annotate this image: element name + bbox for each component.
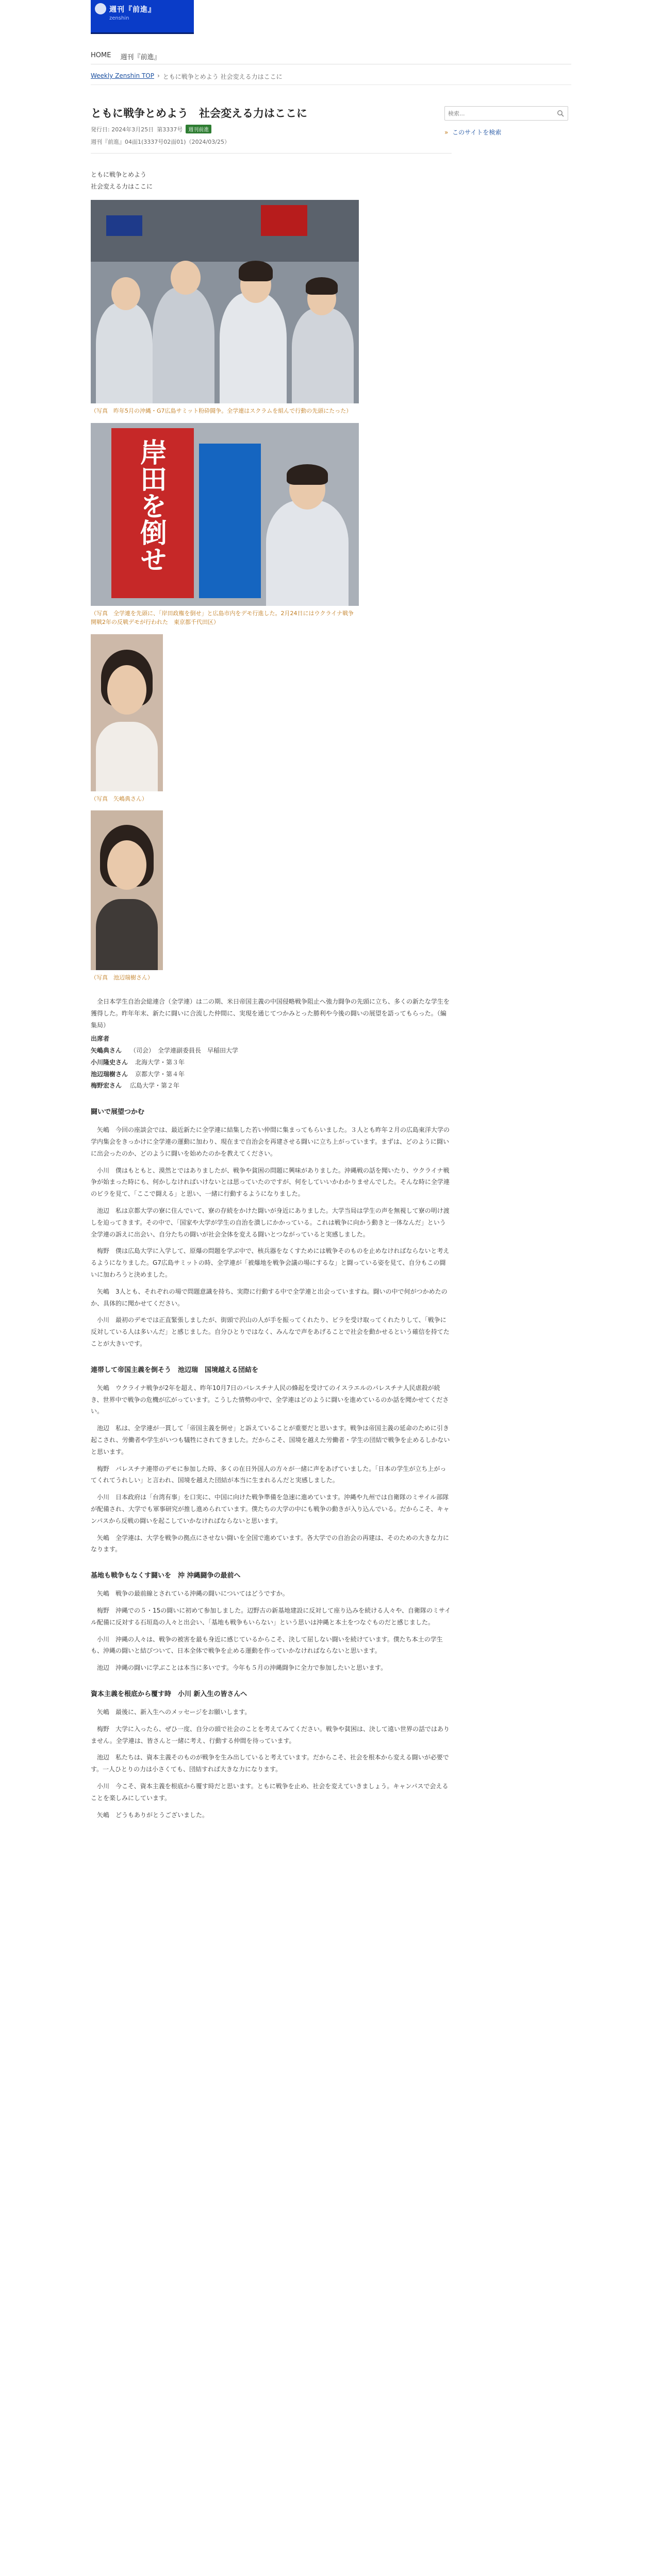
- search-input[interactable]: [448, 109, 551, 118]
- paragraph: 小川 沖縄の人々は、戦争の被害を最も身近に感じているからこそ、決して屈しない闘いを続けています。僕たち本土の学生も、沖縄の闘いと結びついて、日本全体で戦争を止める運動を作っていかなければならないと思います。: [91, 1635, 443, 1655]
- photo-portrait-yajima: [91, 634, 163, 791]
- paragraph: 小川 日本政府は「台湾有事」を口実に、中国に向けた戦争準備を急速に進めています。沖縄や九州では自衛隊のミサイル部隊が配備され、大学でも軍事研究が推し進められています。僕たちの大学の中にも戦争の動きが入り込んでいる。だからこそ、キャンパスから反戦の闘いを起こしていかなければならないと思います。: [91, 1494, 450, 1524]
- paragraph: 池辺 私たちは、資本主義そのものが戦争を生み出していると考えています。だからこそ、社会を根本から変える闘いが必要です。一人ひとりの力は小さくても、団結すれば大きな力になります。: [91, 1754, 449, 1773]
- paragraph: 梅野 大学に入ったら、ぜひ一度、自分の頭で社会のことを考えてみてください。戦争や貧困は、決して遠い世界の話ではありません。全学連は、皆さんと一緒に考え、行動する仲間を待っています。: [91, 1725, 450, 1744]
- section-3: [91, 1570, 452, 1674]
- meta-published: 発行日: 2024年3月25日: [91, 126, 154, 133]
- participant-row: [91, 1069, 452, 1080]
- paragraph: 矢嶋 3人とも、それぞれの場で問題意識を持ち、実際に行動する中で全学連と出会っていますね。闘いの中で何がつかめたのか、具体的に聞かせてください。: [91, 1287, 448, 1307]
- breadcrumb: [91, 72, 283, 81]
- article-meta-detail: [91, 138, 452, 146]
- paragraph: 矢嶋 どうもありがとうございました。: [97, 1811, 209, 1819]
- participant-row: [91, 1045, 452, 1057]
- paragraph: 池辺 沖縄の闘いに学ぶことは本当に多いです。今年も５月の沖縄闘争に全力で参加したいと思います。: [97, 1664, 387, 1672]
- site-header: [0, 0, 662, 36]
- participant-name: 小川隆史さん: [91, 1058, 128, 1066]
- article-lead: [91, 169, 452, 193]
- nav-weekly-zenshin[interactable]: 週刊『前進』: [120, 54, 161, 61]
- site-logo[interactable]: [91, 0, 194, 34]
- site-search-link[interactable]: このサイトを検索: [452, 129, 502, 136]
- title-divider: [91, 153, 452, 154]
- bullet-icon: »: [444, 129, 449, 136]
- breadcrumb-current: ともに戦争とめよう 社会変える力はここに: [162, 73, 283, 80]
- photo-caption: （写真 池辺瑞樹さん）: [91, 974, 153, 981]
- article-intro: [91, 996, 452, 1031]
- participant-row: [91, 1080, 452, 1092]
- search-icon[interactable]: [557, 110, 564, 117]
- paragraph: 矢嶋 戦争の最前線とされている沖縄の闘いについてはどうですか。: [97, 1590, 289, 1598]
- paragraph: 矢嶋 全学連は、大学を戦争の拠点にさせない闘いを全国で進めています。各大学での自治会の再建は、そのための大きな力になります。: [91, 1534, 450, 1553]
- photo-banner-demo: [91, 423, 359, 606]
- nav-home[interactable]: HOME: [91, 52, 111, 59]
- article-title: ともに戦争とめよう 社会変える力はここに: [91, 107, 307, 120]
- section-heading: 闘いで展望つかむ: [91, 1108, 145, 1116]
- photo-caption: （写真 矢嶋典さん）: [91, 795, 147, 802]
- logo-subtitle: zenshin: [109, 15, 129, 21]
- paragraph: 矢嶋 最後に、新入生へのメッセージをお願いします。: [97, 1708, 251, 1716]
- participant-name: 梅野宏さん: [91, 1082, 122, 1090]
- article: [91, 106, 452, 1821]
- meta-issue: 第3337号: [157, 126, 183, 133]
- lead-line: ともに戦争とめよう: [91, 171, 147, 179]
- paragraph: 矢嶋 ウクライナ戦争が2年を超え、昨年10月7日のパレスチナ人民の蜂起を受けてのイスラエルのパレスチナ人民虐殺が続き、世界中で戦争の危機が広がっています。こうした情勢の中で、全学連はどのように闘いを進めているのか話を聞かせてください。: [91, 1384, 449, 1415]
- photo-caption: （写真 昨年5月の沖縄・G7広島サミット粉砕闘争。全学連はスクラムを組んで行動の先頭にたった）: [91, 407, 352, 414]
- sign-text: 岸田を倒せ: [135, 438, 167, 572]
- meta-badge[interactable]: 週刊前進: [186, 125, 211, 133]
- participant-role: （司会） 全学連副委員長 早稲田大学: [130, 1047, 239, 1055]
- section-heading: 資本主義を根底から覆す時 小川 新入生の皆さんへ: [91, 1690, 247, 1698]
- logo-mark-icon: [95, 3, 106, 14]
- participants-label: 出席者: [91, 1035, 110, 1043]
- lead-line: 社会変える力はここに: [91, 183, 153, 191]
- paragraph: 小川 最初のデモでは正直緊張しましたが、街頭で沢山の人が手を振ってくれたり、ビラを受け取ってくれたりして、「戦争に反対している人は多いんだ」と感じました。自分ひとりではなく、みんなで声をあげることで社会を動かせるという確信を持てたことが大きいです。: [91, 1316, 450, 1348]
- section-2: [91, 1364, 452, 1555]
- sidebar: [444, 106, 568, 137]
- section-heading: 基地も戦争もなくす闘いを 沖 沖縄闘争の最前へ: [91, 1572, 241, 1580]
- participants: [91, 1033, 452, 1092]
- photo-portrait-ikebe: [91, 810, 163, 970]
- participant-role: 京都大学・第４年: [135, 1070, 185, 1078]
- breadcrumb-separator: ›: [157, 72, 160, 79]
- participant-role: 北海大学・第３年: [135, 1058, 185, 1066]
- paragraph: 梅野 パレスチナ連帯のデモに参加した時、多くの在日外国人の方々が一緒に声をあげていました。「日本の学生が立ち上がってくれてうれしい」と言われ、国境を越えた団結が本当に生まれるんだと実感しました。: [91, 1465, 446, 1484]
- paragraph: 小川 今こそ、資本主義を根底から覆す時だと思います。ともに戦争を止め、社会を変えていきましょう。キャンパスで会えることを楽しみにしています。: [91, 1782, 449, 1802]
- photo-protest-crowd: [91, 200, 359, 403]
- search-box: [444, 106, 568, 121]
- breadcrumb-top[interactable]: Weekly Zenshin TOP: [91, 72, 154, 79]
- participant-row: [91, 1057, 452, 1069]
- intro-text: 全日本学生自治会総連合（全学連）は二の期、米日帝国主義の中国侵略戦争阻止へ強力闘争の先頭に立ち、多くの新たな学生を獲得した。昨年年末、新たに闘いに合流した仲間に、実現を通じてつかみとった勝利や今後の闘いの展望を語ってもらった。（編集局）: [91, 997, 450, 1029]
- paragraph: 梅野 僕は広島大学に入学して、原爆の問題を学ぶ中で、核兵器をなくすためには戦争そのものを止めなければならないと考えるようになりました。G7広島サミットの時、全学連が「被爆地を戦争会議の場にするな」と闘っている姿を見て、自分もこの闘いに加わろうと決めました。: [91, 1247, 450, 1279]
- paragraph: 矢嶋 今回の座談会では、最近新たに全学連に結集した若い仲間に集まってもらいました。３人とも昨年２月の広島東洋大学の学内集会をきっかけに全学連の運動に加わり、現在まで自治会を再建させる闘いに立ち上がっています。まずは、どのように闘いに出会ったのか、どのように闘いを始めたのかを教えてください。: [91, 1126, 450, 1157]
- logo-title: 週刊『前進』: [109, 6, 156, 14]
- breadcrumb-divider: [91, 84, 571, 85]
- paragraph: 梅野 沖縄での５・15の闘いに初めて参加しました。辺野古の新基地建設に反対して座り込みを続ける人々や、自衛隊のミサイル配備に反対する石垣島の人々と出会い、「基地も戦争もいらない」という思いは沖縄と本土をつなぐものだと感じました。: [91, 1606, 451, 1626]
- global-nav: [91, 52, 160, 61]
- sidebar-link[interactable]: [444, 128, 568, 137]
- participant-name: 矢嶋典さん: [91, 1047, 122, 1055]
- paragraph: 池辺 私は京都大学の寮に住んでいて、寮の存続をかけた闘いが身近にありました。大学当局は学生の声を無視して寮の明け渡しを迫ってきます。その中で、「国家や大学が学生の自治を潰しにかかっている。これは戦争に向かう動きと一体なんだ」という全学連の訴えに出会い、自分たちの闘いが社会全体を変える闘いとつながっていると実感しました。: [91, 1207, 450, 1238]
- section-1: [91, 1106, 452, 1350]
- participant-name: 池辺瑞樹さん: [91, 1070, 128, 1078]
- meta-detail: 週刊『前進』04面1(3337号02面01)（2024/03/25）: [91, 139, 230, 146]
- photo-caption: （写真 全学連を先頭に、「岸田政権を倒せ」と広島市内をデモ行進した。2月24日にはウクライナ戦争開戦2年の反戦デモが行われた 東京都千代田区）: [91, 609, 354, 626]
- paragraph: 小川 僕はもともと、漠然とではありましたが、戦争や貧困の問題に興味がありました。沖縄戦の話を聞いたり、ウクライナ戦争が始まった時にも、何かしなければいけないとは思っていたのですが、何をしていいかわかりませんでした。そんな時に全学連のビラを見て、「ここで闘える」と思い、一緒に行動するようになりました。: [91, 1166, 450, 1198]
- article-meta: [91, 125, 452, 133]
- participant-role: 広島大学・第２年: [130, 1082, 180, 1090]
- section-4: [91, 1688, 452, 1821]
- paragraph: 池辺 私は、全学連が一貫して「帝国主義を倒せ」と訴えていることが重要だと思います。戦争は帝国主義の延命のために引き起こされ、労働者や学生がいつも犠牲にされてきました。だからこそ、国境を越えた労働者・学生の団結で戦争を止めるしかないと思います。: [91, 1425, 450, 1455]
- section-heading: 連帯して帝国主義を倒そう 池辺瑞 国境越える団結を: [91, 1366, 259, 1374]
